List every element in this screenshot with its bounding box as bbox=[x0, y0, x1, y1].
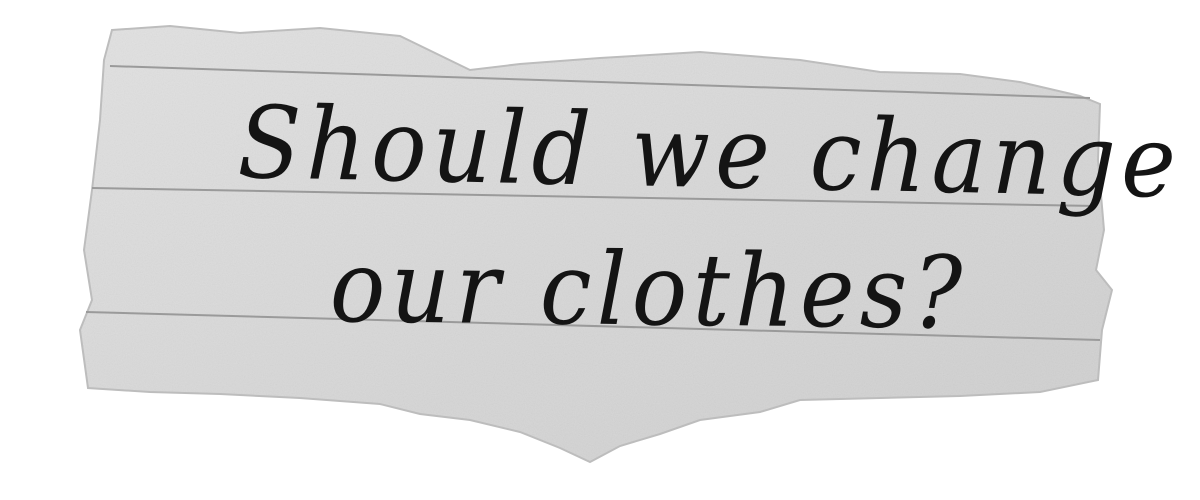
handwritten-line-1: Should we change bbox=[236, 84, 1183, 221]
handwritten-line-2: our clothes? bbox=[329, 228, 969, 352]
